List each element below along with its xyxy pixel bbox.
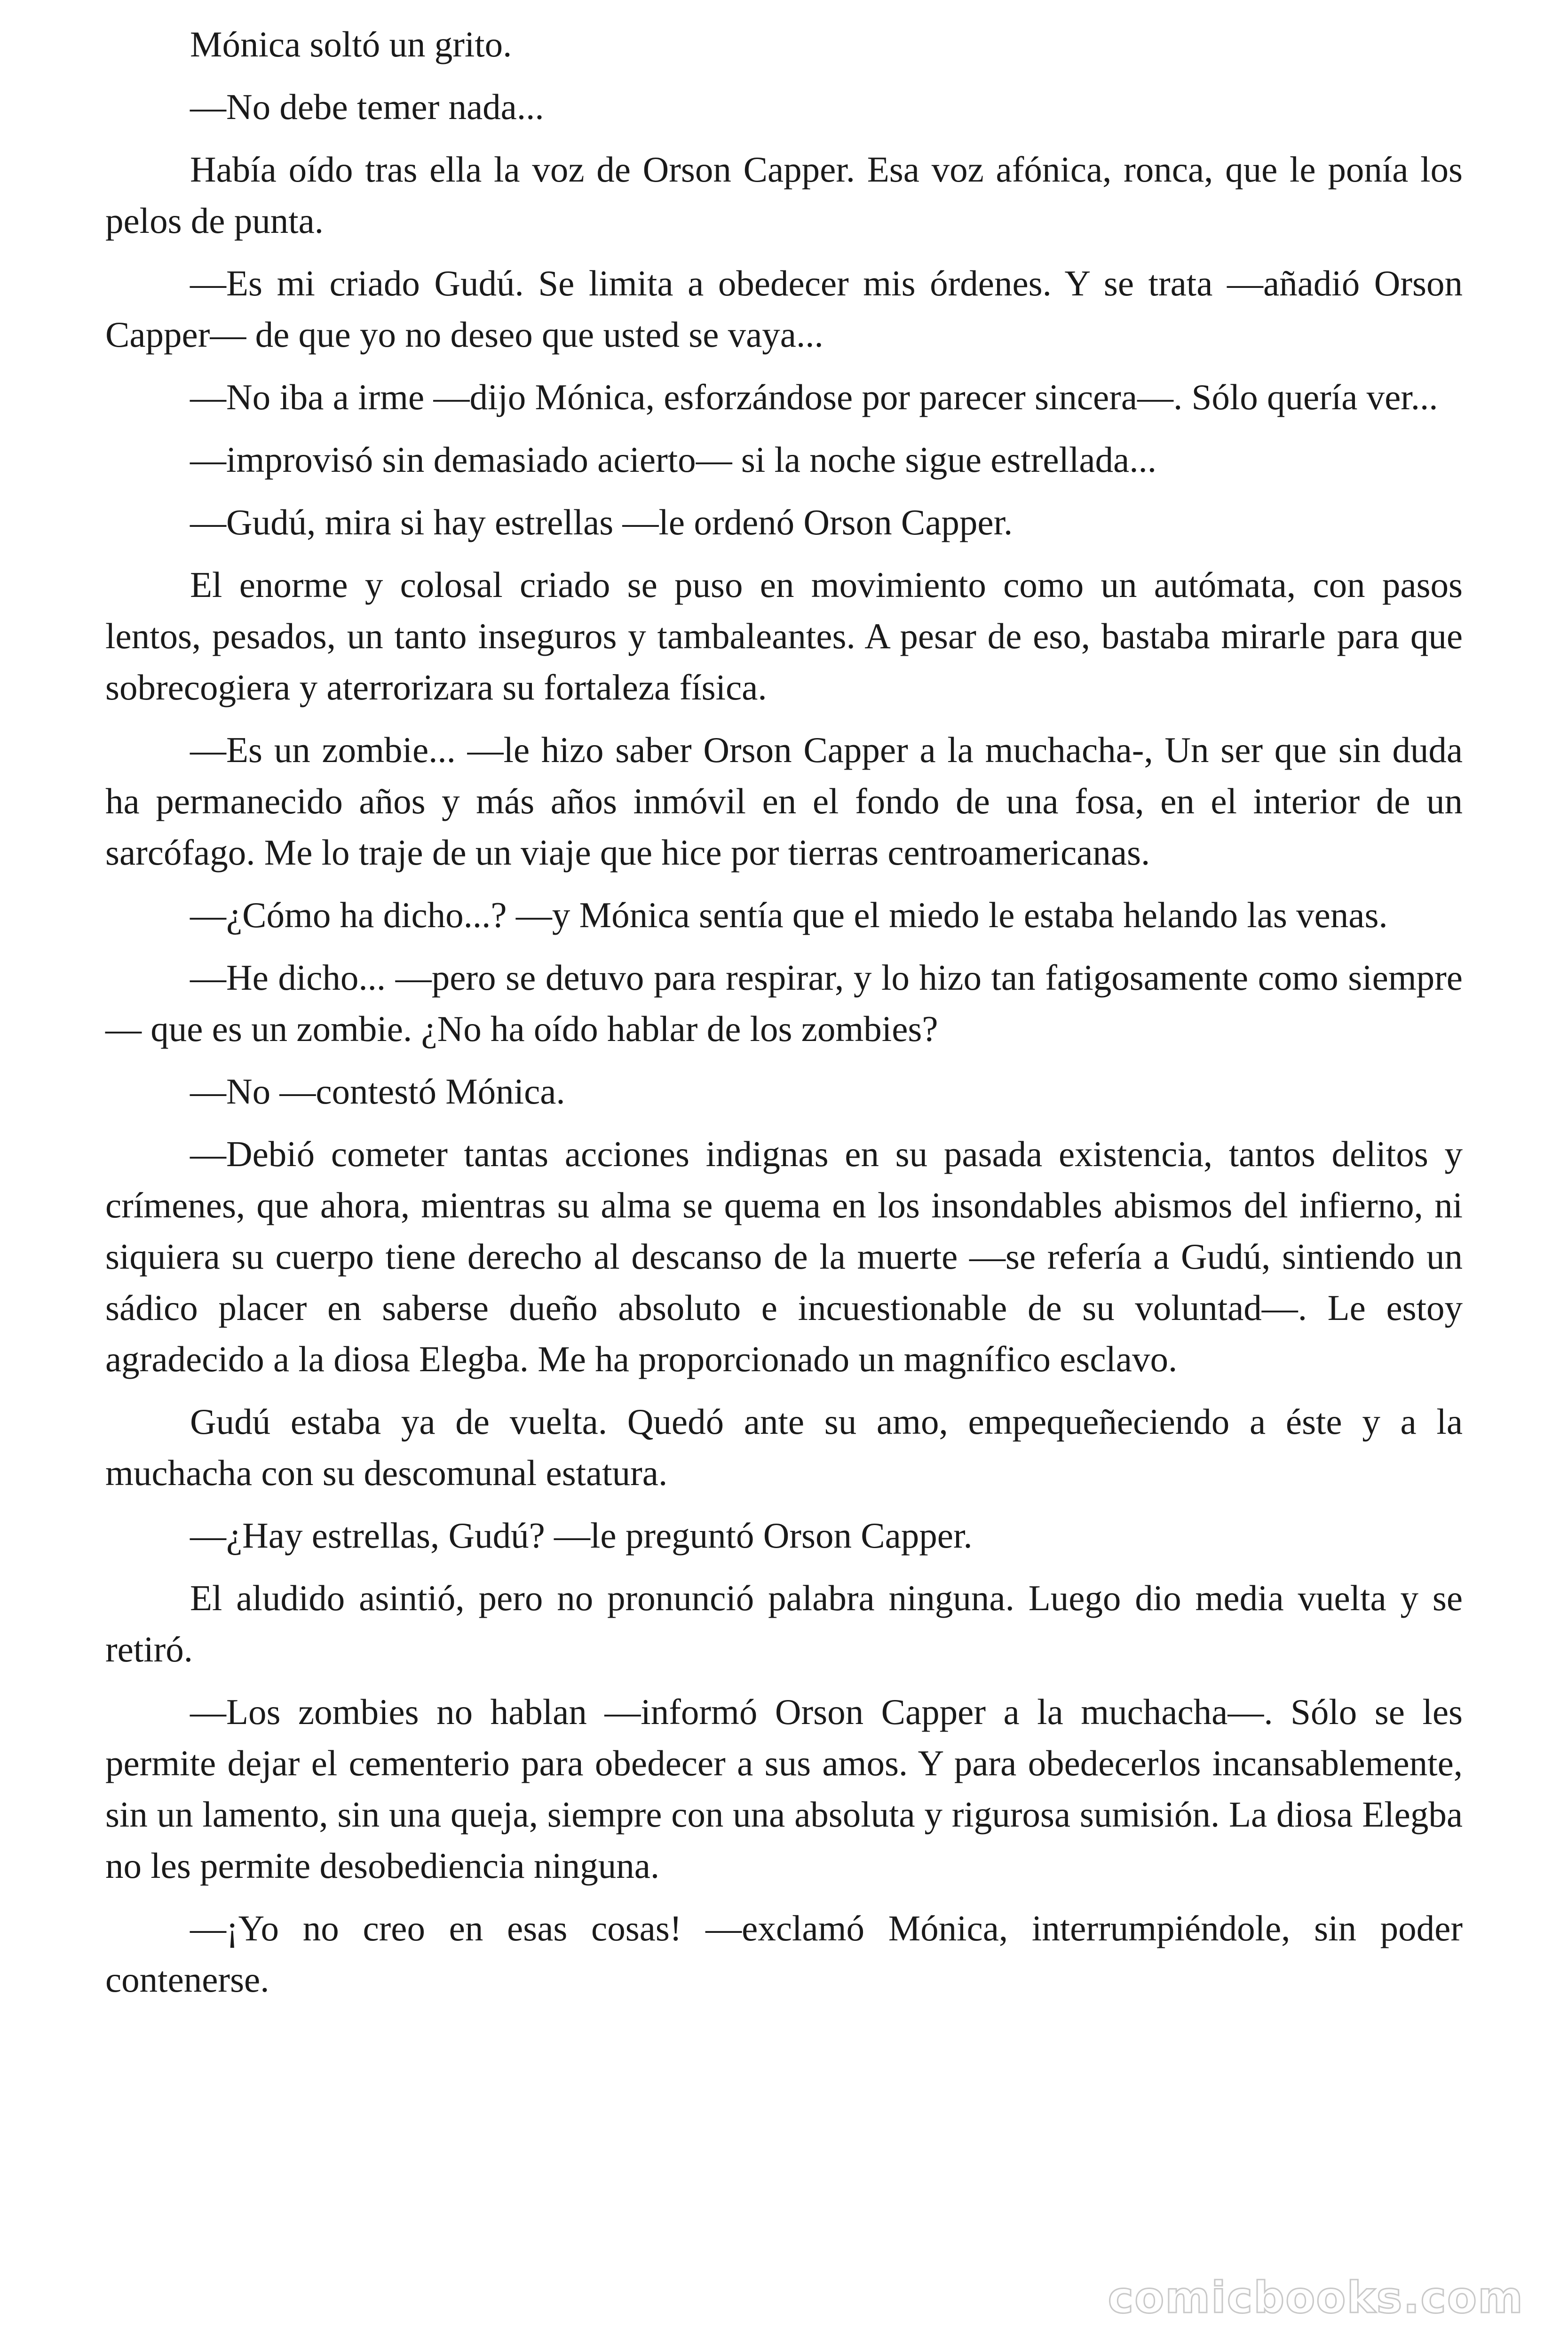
paragraph: —¿Hay estrellas, Gudú? —le preguntó Orson Capper. [190, 1515, 973, 1556]
watermark: comicbooks.com [1108, 2273, 1524, 2323]
paragraph: —Gudú, mira si hay estrellas —le ordenó Orson Capper. [190, 502, 1013, 542]
paragraph: Había oído tras ella la voz de Orson Capper. Esa voz afónica, ronca, que le ponía los pelos de punta. [105, 149, 1463, 241]
paragraph: —Debió cometer tantas acciones indignas en su pasada existencia, tantos delitos y crímenes, que ahora, mientras su alma se quema en los insondables abismos del infierno, ni siquiera su cuerpo tiene derecho al descanso de la muerte —se refería a Gudú, sintiendo un sádico placer en saberse dueño absoluto e incuestionable de su voluntad—. Le estoy agradecido a la diosa Elegba. Me ha proporcionado un magnífico esclavo. [105, 1134, 1463, 1379]
paragraph: Mónica soltó un grito. [190, 24, 512, 64]
paragraph: —Es mi criado Gudú. Se limita a obedecer mis órdenes. Y se trata —añadió Orson Capper— de que yo no deseo que usted se vaya... [105, 263, 1463, 355]
paragraph: El enorme y colosal criado se puso en movimiento como un autómata, con pasos lentos, pesados, un tanto inseguros y tambaleantes. A pesar de eso, bastaba mirarle para que sobrecogiera y aterrorizara su fortaleza física. [105, 564, 1463, 707]
paragraph: —No debe temer nada... [190, 87, 544, 127]
paragraph: —No —contestó Mónica. [190, 1071, 565, 1112]
page-text [105, 19, 1463, 2017]
paragraph: —No iba a irme —dijo Mónica, esforzándose por parecer sincera—. Sólo quería ver... [190, 377, 1438, 417]
paragraph: —¿Cómo ha dicho...? —y Mónica sentía que el miedo le estaba helando las venas. [190, 895, 1388, 935]
paragraph: —¡Yo no creo en esas cosas! —exclamó Mónica, interrumpiéndole, sin poder contenerse. [105, 1908, 1463, 2000]
paragraph: —He dicho... —pero se detuvo para respirar, y lo hizo tan fatigosamente como siempre— que es un zombie. ¿No ha oído hablar de los zombies? [105, 957, 1463, 1049]
paragraph: —improvisó sin demasiado acierto— si la noche sigue estrellada... [190, 439, 1156, 480]
paragraph: Gudú estaba ya de vuelta. Quedó ante su amo, empequeñeciendo a éste y a la muchacha con su descomunal estatura. [105, 1401, 1463, 1493]
paragraph: —Es un zombie... —le hizo saber Orson Capper a la muchacha-, Un ser que sin duda ha permanecido años y más años inmóvil en el fondo de una fosa, en el interior de un sarcófago. Me lo traje de un viaje que hice por tierras centroamericanas. [105, 730, 1463, 873]
paragraph: El aludido asintió, pero no pronunció palabra ninguna. Luego dio media vuelta y se retiró. [105, 1578, 1463, 1669]
paragraph: —Los zombies no hablan —informó Orson Capper a la muchacha—. Sólo se les permite dejar el cementerio para obedecer a sus amos. Y para obedecerlos incansablemente, sin un lamento, sin una queja, siempre con una absoluta y rigurosa sumisión. La diosa Elegba no les permite desobediencia ninguna. [105, 1692, 1463, 1886]
